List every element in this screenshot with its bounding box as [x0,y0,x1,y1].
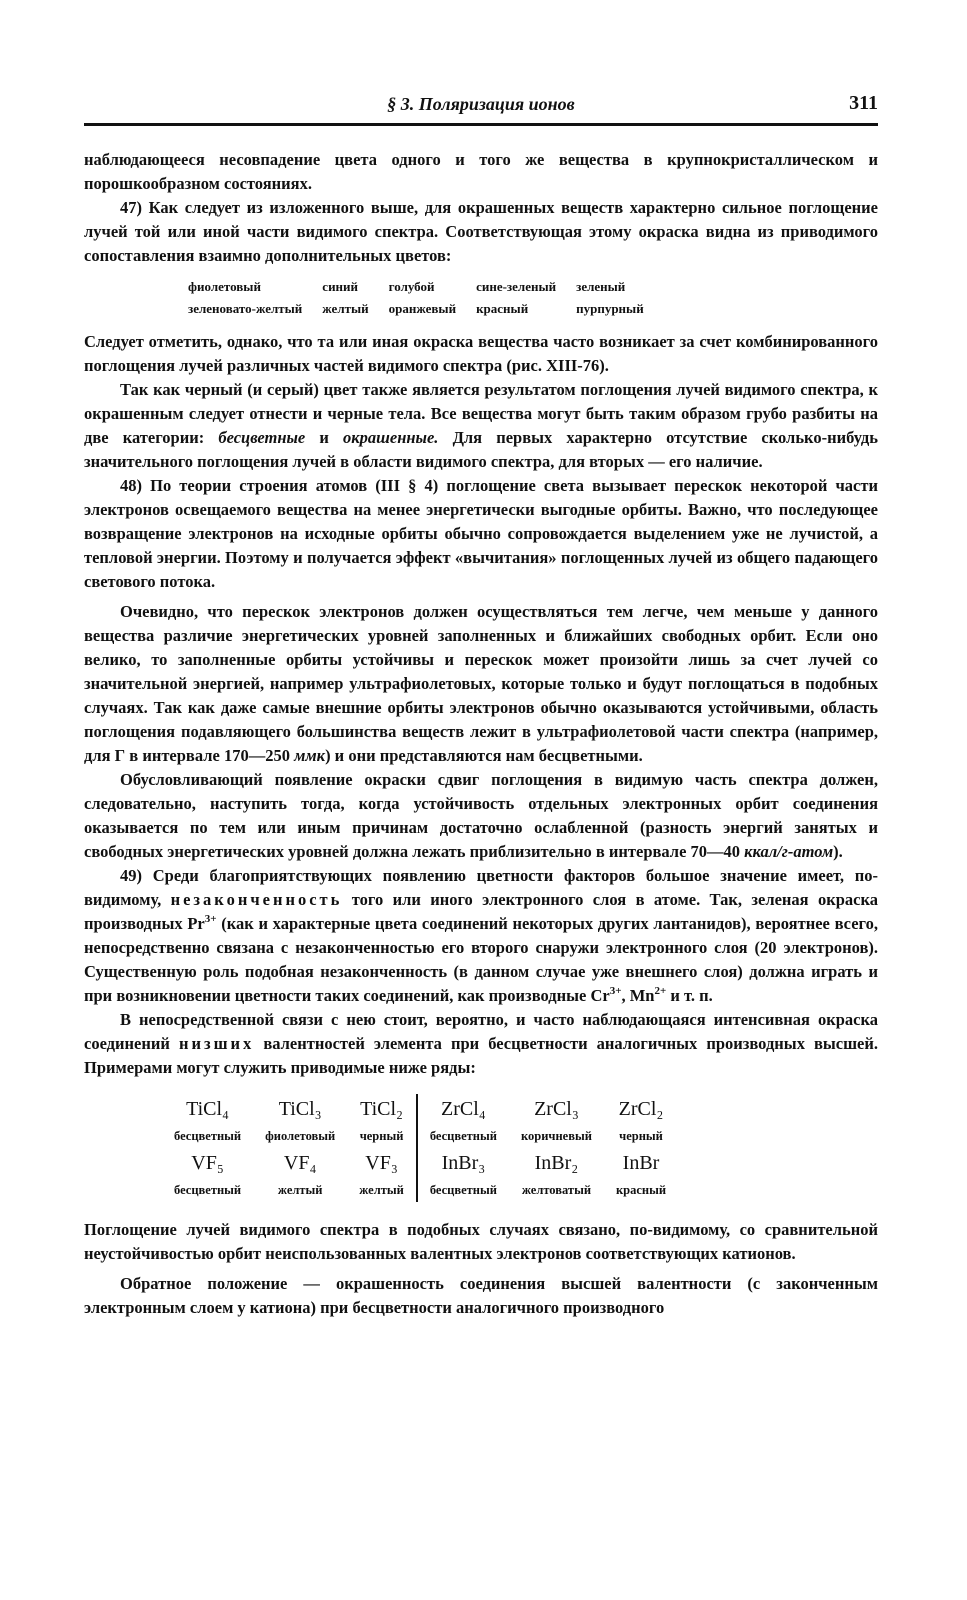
paragraph [84,600,878,768]
formula: InBr₃ [417,1148,509,1178]
header-rule [84,123,878,126]
text-run: Так как черный (и серый) цвет также является результатом поглощения лучей видимого спектра, к окрашенным следует отнести и черные тела. Все вещества могут быть таким образом грубо разбиты на две категории: [84,380,878,447]
color-name: красный [615,1183,667,1197]
color-name: бесцветный [174,1183,242,1197]
color-name: черный [619,1129,663,1143]
color-cell: желтый [322,301,369,316]
formula: VF₅ [191,1152,224,1174]
paragraph [84,1008,878,1080]
text-run: Для первых характерно отсутствие сколько-нибудь значительного поглощения лучей в области видимого спектра, для вторых — его наличие. [84,428,878,471]
color-cell: оранжевый [388,301,457,316]
italic-unit: ммк [294,746,326,765]
color-cell: красный [476,301,529,316]
color-cell: голубой [388,279,435,294]
superscript: 3+ [204,913,217,925]
complementary-colors-table [188,276,788,320]
paragraph: Следует отметить, однако, что та или иная окраска вещества часто возникает за счет комбинированного поглощения лучей различных частей видимого спектра (рис. XIII-76). [84,332,878,375]
compound-series-table [162,1094,878,1202]
color-cell: сине-зеленый [476,279,557,294]
color-name: фиолетовый [265,1129,336,1143]
color-cell: зеленый [576,279,626,294]
paragraph-49 [84,864,878,1008]
text-run: (как и характерные цвета соединений некоторых других лантанидов), вероятнее всего, непосредственно связана с незаконченностью его второго снаружи электронного слоя (20 электронов). Существенную роль подобная незаконченность (в данном случае уже внешнего слоя) должна играть и при возникновении цветности таких соединений, как производные Cr [84,914,878,1005]
page-number: 311 [849,92,878,114]
paragraph-47: 47) Как следует из изложенного выше, для окрашенных веществ характерно сильное поглощение лучей той или иной части видимого спектра. Соответствующая этому окраска видна из приводимого сопоставления взаимно дополнительных цветов: [84,198,878,265]
formula: ZrCl₃ [534,1098,579,1120]
color-name: желтый [359,1183,404,1197]
color-cell: синий [322,279,359,294]
formula: VF₃ [365,1152,398,1174]
text-run: 49) Среди благоприятствующих появлению цветности факторов большое значение имеет, по-видимому, [84,866,878,909]
paragraph: наблюдающееся несовпадение цвета одного и того же вещества в крупнокристаллическом и порошкообразном состояниях. [84,150,878,193]
italic-term: окрашенные. [343,428,439,447]
formula: ZrCl₄ [417,1094,509,1124]
formula: VF₄ [283,1152,317,1174]
italic-term: бесцветные [218,428,306,447]
text-run: и [305,428,344,447]
paragraph: Поглощение лучей видимого спектра в подобных случаях связано, по-видимому, со сравнительной неустойчивостью орбит неиспользованных валентных электронов соответствующих катионов. [84,1220,878,1263]
paragraph-48: 48) По теории строения атомов (III § 4) поглощение света вызывает перескок некоторой части электронов освещаемого вещества на менее энергетически выгодные орбиты. Важно, что последующее возвращение электронов на исходные орбиты обычно сопровождается выделением уже не лучистой, а тепловой энергии. Поэтому и получается эффект «вычитания» поглощенных лучей из общего падающего светового потока. [84,476,878,591]
color-name: желтый [277,1183,323,1197]
body-text [84,148,878,1320]
superscript: 2+ [654,985,667,997]
formula: InBr [622,1152,660,1174]
text-run: того или иного электронного слоя в атоме. Так, зеленая окраска производных Pr [84,890,878,933]
text-run: и т. п. [666,986,713,1005]
color-cell: зеленовато-желтый [188,301,303,316]
formula: ZrCl₂ [618,1098,664,1120]
paragraph [84,768,878,864]
running-header [84,92,878,120]
color-name: желтоватый [521,1183,592,1197]
color-name: коричневый [520,1129,592,1143]
color-name: бесцветный [417,1178,509,1202]
color-name: черный [359,1129,404,1143]
text-run: В непосредственной связи с нею стоит, вероятно, и часто наблюдающаяся интенсивная окраска соединений [84,1010,878,1053]
spaced-term: незаконченность [170,890,343,909]
text-run: , Mn [621,986,655,1005]
spaced-term: низших [178,1034,255,1053]
formula: TiCl₂ [360,1098,404,1120]
text-run: Очевидно, что перескок электронов должен осуществляться тем легче, чем меньше у данного вещества различие энергетических уровней заполненных и ближайших свободных орбит. Если оно велико, то заполненные орбиты устойчивы и перескок может произойти лишь за счет лучей со значительной энергией, например ультрафиолетовых, которые только и будут поглощаться в подобных случаях. Так как даже самые внешние орбиты электронов обычно оказываются устойчивыми, область поглощения подавляющего большинства веществ лежит в ультрафиолетовой части спектра (например, для Г в интервале 170—250 [84,602,878,765]
text-run: Обусловливающий появление окраски сдвиг поглощения в видимую часть спектра должен, следовательно, наступить тогда, когда устойчивость отдельных электронных орбит соединения оказывается по тем или иным причинам достаточно ослабленной (разность энергий занятых и свободных энергетических уровней должна лежать приблизительно в интервале 70—40 [84,770,878,861]
text-run: валентностей элемента при бесцветности аналогичных производных высшей. Примерами могут служить приводимые ниже ряды: [84,1034,878,1077]
paragraph: Обратное положение — окрашенность соединения высшей валентности (с законченным электронным слоем у катиона) при бесцветности аналогичного производного [84,1274,878,1317]
formula: InBr₂ [534,1152,579,1174]
text-run: ). [833,842,843,861]
color-name: бесцветный [417,1124,509,1148]
formula: TiCl₄ [186,1098,230,1120]
color-cell: пурпурный [576,301,644,316]
superscript: 3+ [609,985,622,997]
text-run: ) и они представляются нам бесцветными. [325,746,643,765]
paragraph [84,378,878,474]
italic-unit: ккал/г-атом [744,842,834,861]
formula: TiCl₃ [278,1098,322,1120]
header-title: § 3. Поляризация ионов [387,94,575,114]
color-cell: фиолетовый [188,279,261,294]
color-name: бесцветный [174,1129,242,1143]
